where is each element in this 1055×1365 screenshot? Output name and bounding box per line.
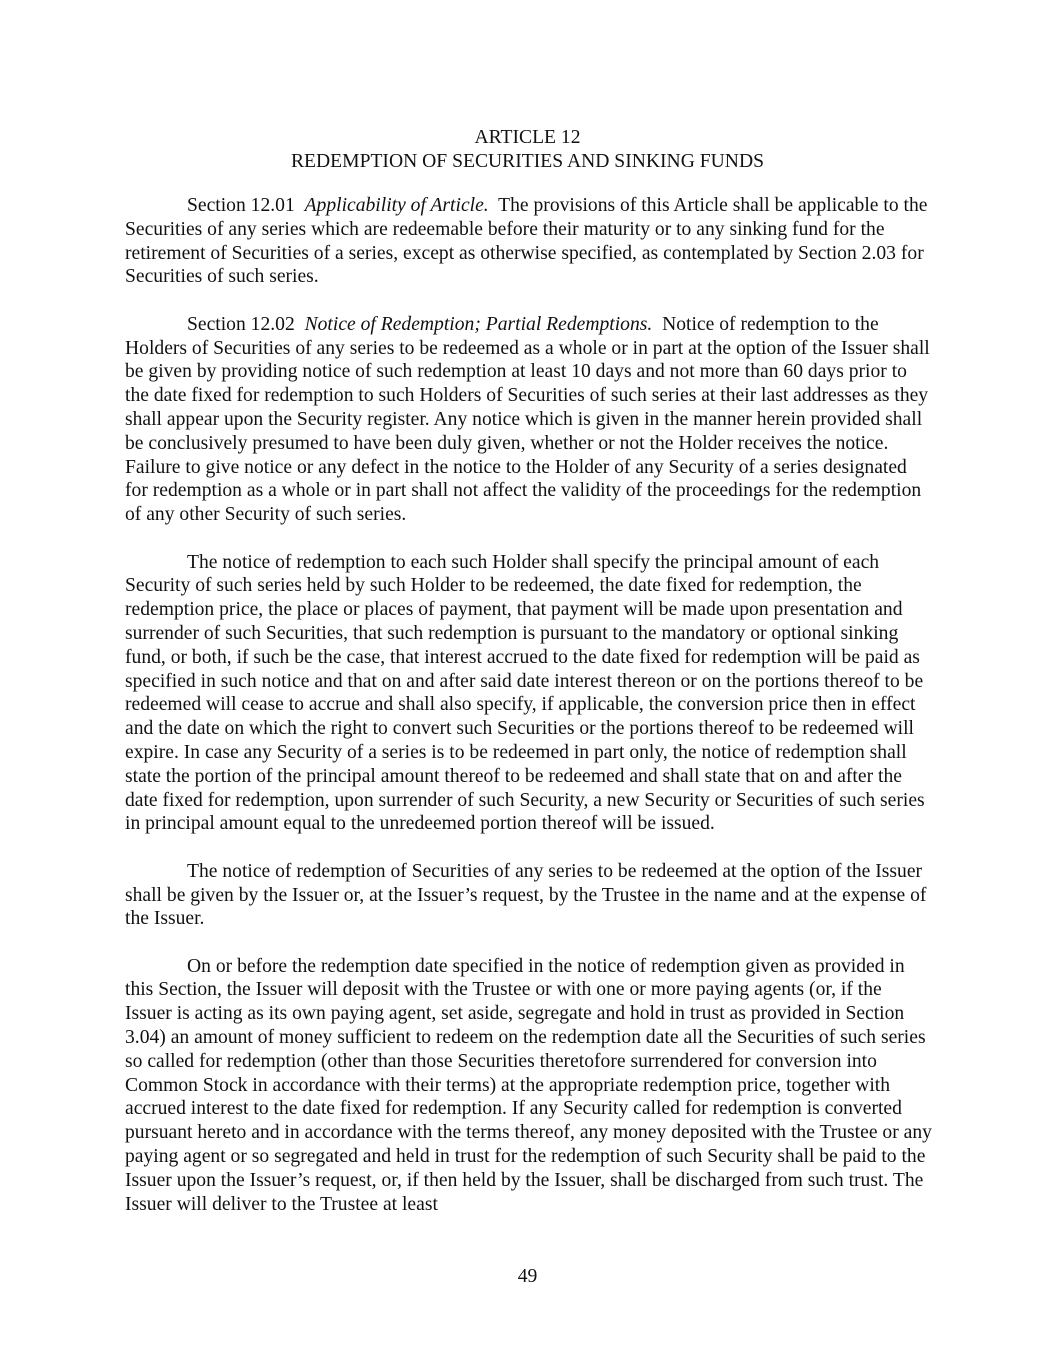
article-number: ARTICLE 12 — [474, 127, 581, 148]
section-title: Applicability of Article. — [304, 195, 489, 216]
article-title: REDEMPTION OF SECURITIES AND SINKING FUNDS — [290, 150, 764, 172]
deposit-paragraph: On or before the redemption date specified in the notice of redemption given as provided in this Section, the Issuer will deposit with the Trustee or with one or more paying agents (or, if the Issuer is acting as its own paying agent, set aside, segregate and hold in trust as provided in Section 3.04) an amount of money sufficient to redeem on the redemption date all the Securities of such series so called for redemption (other than those Securities theretofore surrendered for conversion into Common Stock in accordance with their terms) at the appropriate redemption price, together with accrued interest to the date fixed for redemption. If any Security called for redemption is converted pursuant hereto and in accordance with the terms thereof, any money deposited with the Trustee or any paying agent or so segregated and held in trust for the redemption of such Security shall be paid to the Issuer upon the Issuer’s request, or, if then held by the Issuer, shall be discharged from such trust. The Issuer will deliver to the Trustee at least — [125, 955, 932, 1215]
section-text: The provisions of this Article shall be applicable to the Securities of any series which are redeemable before their maturity or to any sinking fund for the retirement of Securities of a series, except as otherwise specified, as contemplated by Section 2.03 for Securities of such series. — [125, 195, 928, 288]
section-12-02-paragraph — [125, 313, 933, 527]
section-number: Section 12.02 — [187, 313, 295, 335]
section-title: Notice of Redemption; Partial Redemptions. — [304, 313, 653, 335]
page-number: 49 — [517, 1266, 538, 1287]
section-text: Notice of redemption to the Holders of Securities of any series to be redeemed as a whole or in part at the option of the Issuer shall be given by providing notice of such redemption at least 10 days and not more than 60 days prior to the date fixed for redemption to such Holders of Securities of such series at their last addresses as they shall appear upon the Security register. Any notice which is given in the manner herein provided shall be conclusively presumed to have been duly given, whether or not the Holder receives the notice. Failure to give notice or any defect in the notice to the Holder of any Security of a series designated for redemption as a whole or in part shall not affect the validity of the proceedings for the redemption of any other Security of such series. — [125, 313, 930, 526]
document-body — [125, 194, 933, 1240]
section-number: Section 12.01 — [187, 195, 295, 216]
notice-contents-paragraph: The notice of redemption to each such Holder shall specify the principal amount of each Security of such series held by such Holder to be redeemed, the date fixed for redemption, the redemption price, the place or places of payment, that payment will be made upon presentation and surrender of such Securities, that such redemption is pursuant to the mandatory or optional sinking fund, or both, if such be the case, that interest accrued to the date fixed for redemption will be paid as specified in such notice and that on and after said date interest thereon or on the portions thereof to be redeemed will cease to accrue and shall also specify, if applicable, the conversion price then in effect and the date on which the right to convert such Securities or the portions thereof to be redeemed will expire. In case any Security of a series is to be redeemed in part only, the notice of redemption shall state the portion of the principal amount thereof to be redeemed and shall state that on and after the date fixed for redemption, upon surrender of such Security, a new Security or Securities of such series in principal amount equal to the unredeemed portion thereof will be issued. — [125, 551, 925, 835]
article-heading — [0, 126, 1055, 174]
notice-given-by-paragraph: The notice of redemption of Securities of any series to be redeemed at the option of the Issuer shall be given by the Issuer or, at the Issuer’s request, by the Trustee in the name and at the expense of the Issuer. — [125, 860, 927, 930]
section-12-01-paragraph — [125, 194, 933, 289]
